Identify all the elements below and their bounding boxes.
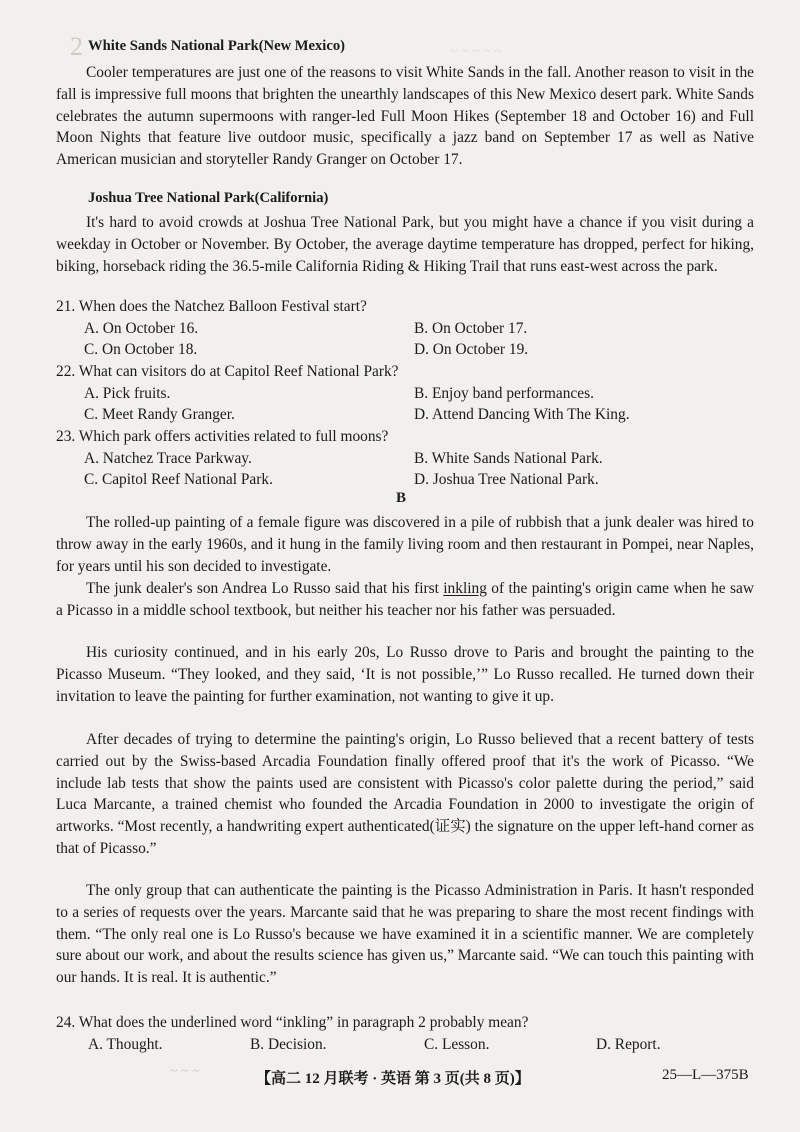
section-b-paragraph-4: After decades of trying to determine the painting's origin, Lo Russo believed that a recent battery of tests carried out by the Swiss-based Arcadia Foundation finally offered proof that it's the work of Picasso. “We include lab tests that show the paints used are consistent with Picasso's color palette during the period,” said Luca Marcante, a trained chemist who founded the Arcadia Foundation in 2000 to investigate the origin of artworks. “Most recently, a handwriting expert authenticated(证实) the signature on the upper left-hand corner as that of Picasso.” — [56, 731, 754, 857]
park1-title: White Sands National Park(New Mexico) — [88, 38, 345, 54]
q24-option-c[interactable]: C. Lesson. — [424, 1036, 490, 1053]
footer-exam-info: 【高二 12 月联考 · 英语 第 3 页(共 8 页)】 — [256, 1071, 530, 1087]
underlined-word-inkling: inkling — [443, 580, 487, 597]
q23-option-d[interactable]: D. Joshua Tree National Park. — [414, 471, 599, 488]
question-21-stem: 21. When does the Natchez Balloon Festival start? — [56, 298, 367, 315]
q22-option-c[interactable]: C. Meet Randy Granger. — [84, 406, 235, 423]
bleed-through-text: ~ ~ ~ ~ ~ — [450, 44, 502, 59]
q21-option-a[interactable]: A. On October 16. — [84, 320, 199, 337]
q21-option-c[interactable]: C. On October 18. — [84, 341, 198, 358]
section-b-paragraph-5: The only group that can authenticate the painting is the Picasso Administration in Paris. It hasn't responded to a series of requests over the years. Marcante said that he was preparing to share the most recent findings with them. “The only real one is Lo Russo's because we have examined it in a scientific manner. We are completely sure about our work, and about the results science has given us,” Marcante said. “We can touch this painting with our hands. It is real. It is authentic.” — [56, 882, 754, 987]
bleed-through-footer: ~ ~ ~ — [170, 1064, 200, 1079]
q22-option-b[interactable]: B. Enjoy band performances. — [414, 385, 594, 402]
q23-option-b[interactable]: B. White Sands National Park. — [414, 450, 603, 467]
q23-option-c[interactable]: C. Capitol Reef National Park. — [84, 471, 273, 488]
section-b-paragraph-1: The rolled-up painting of a female figure was discovered in a pile of rubbish that a junk dealer was hired to throw away in the early 1960s, and it hung in the family living room and then restaurant in Pompei, near Naples, for years until his son decided to investigate. — [56, 514, 754, 575]
q22-option-a[interactable]: A. Pick fruits. — [84, 385, 171, 402]
park1-body: Cooler temperatures are just one of the reasons to visit White Sands in the fall. Another reason to visit in the fall is impressive full moons that brighten the unearthly landscapes of this New Mexico desert park. White Sands celebrates the autumn supermoons with ranger-led Full Moon Hikes (September 18 and October 16) and Full Moon Nights that feature live outdoor music, specifically a jazz band on September 17 as well as Native American musician and storyteller Randy Granger on October 17. — [56, 64, 754, 169]
q23-option-a[interactable]: A. Natchez Trace Parkway. — [84, 450, 252, 467]
question-23-stem: 23. Which park offers activities related to full moons? — [56, 428, 389, 445]
q24-option-b[interactable]: B. Decision. — [250, 1036, 327, 1053]
q22-option-d[interactable]: D. Attend Dancing With The King. — [414, 406, 630, 423]
footer-paper-code: 25—L—375B — [662, 1067, 749, 1083]
park2-title: Joshua Tree National Park(California) — [88, 190, 329, 206]
q21-option-b[interactable]: B. On October 17. — [414, 320, 528, 337]
page-number-mark: 2 — [70, 32, 83, 61]
q24-option-d[interactable]: D. Report. — [596, 1036, 661, 1053]
q24-option-a[interactable]: A. Thought. — [88, 1036, 163, 1053]
section-b-label: B — [396, 490, 407, 506]
section-b-paragraph-3: His curiosity continued, and in his early 20s, Lo Russo drove to Paris and brought the painting to the Picasso Museum. “They looked, and they said, ‘It is not possible,’” Lo Russo recalled. He turned down their invitation to leave the painting for further examination, not wanting to give it up. — [56, 644, 754, 705]
park2-body: It's hard to avoid crowds at Joshua Tree National Park, but you might have a chance if you visit during a weekday in October or November. By October, the average daytime temperature has dropped, perfect for hiking, biking, horseback riding the 36.5-mile California Riding & Hiking Trail that runs east-west across the park. — [56, 214, 754, 275]
section-b-paragraph-2: The junk dealer's son Andrea Lo Russo said that his first inkling of the painting's origin came when he saw a Picasso in a middle school textbook, but neither his teacher nor his father was persuaded. — [56, 580, 754, 619]
question-24-stem: 24. What does the underlined word “inkling” in paragraph 2 probably mean? — [56, 1014, 529, 1031]
question-22-stem: 22. What can visitors do at Capitol Reef National Park? — [56, 363, 399, 380]
q21-option-d[interactable]: D. On October 19. — [414, 341, 529, 358]
